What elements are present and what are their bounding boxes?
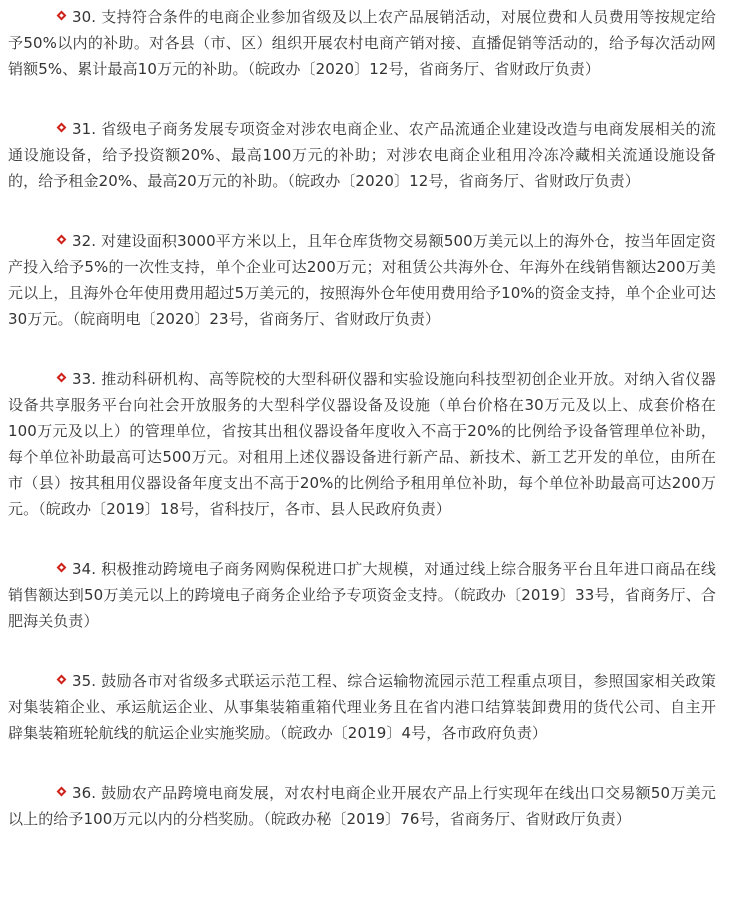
policy-item-text: 31. 省级电子商务发展专项资金对涉农电商企业、农产品流通企业建设改造与电商发展相关的流通设施设备，给予投资额20%、最高100万元的补助；对涉农电商企业租用冷冻冷藏相关流通设施设备的，给予租金20%、最高20万元的补助。（皖政办〔2020〕12号，省商务厅、省财政厅负责） <box>8 120 716 190</box>
policy-item-30 <box>8 4 716 82</box>
red-diamond-icon <box>58 231 68 251</box>
red-diamond-icon <box>58 559 68 579</box>
policy-item-32 <box>8 228 716 332</box>
policy-item-text: 33. 推动科研机构、高等院校的大型科研仪器和实验设施向科技型初创企业开放。对纳入省仪器设备共享服务平台向社会开放服务的大型科学仪器设备及设施（单台价格在30万元及以上、成套价格在100万元及以上）的管理单位，省按其出租仪器设备年度收入不高于20%的比例给予设备管理单位补助，每个单位补助最高可达500万元。对租用上述仪器设备进行新产品、新技术、新工艺开发的单位，由所在市（县）按其租用仪器设备年度支出不高于20%的比例给予租用单位补助，每个单位补助最高可达200万元。（皖政办〔2019〕18号，省科技厅，各市、县人民政府负责） <box>8 370 716 518</box>
policy-item-text: 34. 积极推动跨境电子商务网购保税进口扩大规模，对通过线上综合服务平台且年进口商品在线销售额达到50万美元以上的跨境电子商务企业给予专项资金支持。（皖政办〔2019〕33号，省商务厅、合肥海关负责） <box>8 560 716 630</box>
red-diamond-icon <box>58 783 68 803</box>
policy-item-text: 36. 鼓励农产品跨境电商发展，对农村电商企业开展农产品上行实现年在线出口交易额50万美元以上的给予100万元以内的分档奖励。（皖政办秘〔2019〕76号，省商务厅、省财政厅负责） <box>8 784 716 828</box>
policy-item-31 <box>8 116 716 194</box>
policy-item-34 <box>8 556 716 634</box>
policy-item-text: 35. 鼓励各市对省级多式联运示范工程、综合运输物流园示范工程重点项目，参照国家相关政策对集装箱企业、承运航运企业、从事集装箱重箱代理业务且在省内港口结算装卸费用的货代公司、自主开辟集装箱班轮航线的航运企业实施奖励。（皖政办〔2019〕4号，各市政府负责） <box>8 672 716 742</box>
policy-item-36 <box>8 780 716 832</box>
policy-item-text: 30. 支持符合条件的电商企业参加省级及以上农产品展销活动，对展位费和人员费用等按规定给予50%以内的补助。对各县（市、区）组织开展农村电商产销对接、直播促销等活动的，给予每次活动网销额5%、累计最高10万元的补助。（皖政办〔2020〕12号，省商务厅、省财政厅负责） <box>8 8 716 78</box>
policy-item-text: 32. 对建设面积3000平方米以上，且年仓库货物交易额500万美元以上的海外仓，按当年固定资产投入给予5%的一次性支持，单个企业可达200万元；对租赁公共海外仓、年海外在线销售额达200万美元以上，且海外仓年使用费用超过5万美元的，按照海外仓年使用费用给予10%的资金支持，单个企业可达30万元。（皖商明电〔2020〕23号，省商务厅、省财政厅负责） <box>8 232 716 328</box>
policy-item-35 <box>8 668 716 746</box>
red-diamond-icon <box>58 369 68 389</box>
red-diamond-icon <box>58 7 68 27</box>
red-diamond-icon <box>58 119 68 139</box>
policy-item-33 <box>8 366 716 522</box>
red-diamond-icon <box>58 671 68 691</box>
